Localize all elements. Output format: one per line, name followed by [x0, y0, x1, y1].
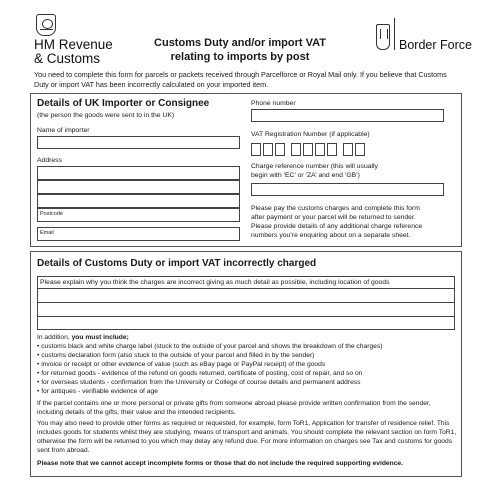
payment-note-1: Please pay the customs charges and complete this form — [251, 205, 420, 212]
in-addition-prefix: In addition, — [37, 334, 72, 341]
reason-prompt: Please explain why you think the charges are incorrect giving as much detail as possible, including location of goods — [40, 279, 390, 286]
vat-digit-7[interactable] — [327, 143, 337, 156]
hmrc-logo — [34, 14, 113, 66]
charge-ref-label-1: Charge reference number (this will usually — [251, 163, 378, 170]
royal-crest-icon — [36, 14, 56, 36]
phone-number-field[interactable] — [251, 109, 444, 122]
importer-name-field[interactable] — [37, 136, 240, 149]
reason-line-3 — [38, 316, 454, 317]
form-title-line2: relating to imports by post — [170, 51, 310, 63]
vat-label: VAT Registration Number (if applicable) — [251, 131, 370, 138]
vat-digit-3[interactable] — [275, 143, 285, 156]
importer-details-section — [30, 93, 462, 247]
org-name-line2: & Customs — [34, 51, 101, 66]
gift-note: If the parcel contains one or more personal or private gifts from someone abroad please provide written confirmation from the sender, including details of the gifts, their value and the intended recipients. — [37, 400, 431, 416]
postcode-field[interactable] — [37, 208, 240, 222]
list-item: • for overseas students - confirmation from the University or College of course details and permanent address — [37, 379, 457, 388]
postcode-label: Postcode — [40, 211, 63, 217]
email-label: Email — [40, 230, 54, 236]
address-label: Address — [37, 157, 62, 164]
address-line-2[interactable] — [37, 180, 240, 194]
payment-note-4: numbers you’re enquiring about on a separate sheet. — [251, 232, 411, 239]
in-addition-text — [37, 334, 457, 343]
charge-ref-label-2: begin with ‘EC’ or ‘ZA’ and end ‘GB’) — [251, 172, 360, 179]
phone-label: Phone number — [251, 100, 296, 107]
vat-digit-4[interactable] — [291, 143, 301, 156]
vat-digit-8[interactable] — [343, 143, 353, 156]
section1-heading: Details of UK Importer or Consignee — [37, 98, 210, 109]
form-title-line1: Customs Duty and/or import VAT — [154, 37, 326, 49]
logo-divider — [394, 18, 395, 50]
incorrect-charge-section — [30, 251, 462, 477]
required-evidence-list — [37, 343, 457, 396]
other-forms-note: You may also need to provide other forms as required or requested, for example, form ToR1, Application for transfer of residence relief. This includes goods for students whilst they are studying, means of transport and animals. You should complete the relevant section on form ToR1, otherwise the form will be returned to you which may delay any refund due. For more information on charges see Tax and customs for goods sent from abroad. — [37, 420, 457, 454]
border-force-logo — [376, 18, 472, 50]
intro-text: You need to complete this form for parcels or packets received through Parcelforce or Royal Mail only. If you believe that Customs Duty or import VAT has been incorrectly calculated on your imported item. — [34, 70, 447, 89]
vat-digit-5[interactable] — [303, 143, 313, 156]
list-item: • for returned goods - evidence of the refund on goods returned, certificate of posting, cost of repair, and so on — [37, 370, 457, 379]
payment-note-3: Please provide details of any additional charge reference — [251, 223, 423, 230]
vat-digit-2[interactable] — [263, 143, 273, 156]
form-title — [150, 36, 330, 64]
in-addition-bold: you must include; — [71, 334, 129, 341]
reason-line-1 — [38, 288, 454, 289]
name-label: Name of importer — [37, 127, 90, 134]
address-line-3[interactable] — [37, 194, 240, 208]
list-item: • for antiques - verifiable evidence of age — [37, 388, 457, 397]
list-item: • customs declaration form (also stuck to the outside of your parcel and filled in by the sender) — [37, 352, 457, 361]
reason-line-2 — [38, 302, 454, 303]
email-field[interactable] — [37, 227, 240, 241]
warning-note: Please note that we cannot accept incomplete forms or those that do not include the required supporting evidence. — [37, 460, 404, 467]
vat-digit-6[interactable] — [315, 143, 325, 156]
vat-digit-9[interactable] — [355, 143, 365, 156]
section1-subheading: (the person the goods were sent to in the UK) — [37, 112, 175, 119]
charge-reference-field[interactable] — [251, 183, 444, 196]
org-name-line1: HM Revenue — [34, 37, 113, 52]
payment-note-2: after payment or your parcel will be returned to sender. — [251, 214, 416, 221]
reason-textarea[interactable] — [37, 276, 455, 330]
section2-heading: Details of Customs Duty or import VAT incorrectly charged — [37, 258, 317, 269]
partner-name: Border Force — [399, 38, 472, 52]
address-line-1[interactable] — [37, 166, 240, 180]
list-item: • invoice or receipt or other evidence of value (such as eBay page or PayPal receipt) of the goods — [37, 361, 457, 370]
list-item: • customs black and white charge label (stuck to the outside of your parcel and shows the breakdown of the charges) — [37, 343, 457, 352]
vat-digit-1[interactable] — [251, 143, 261, 156]
portcullis-crest-icon — [376, 24, 390, 50]
